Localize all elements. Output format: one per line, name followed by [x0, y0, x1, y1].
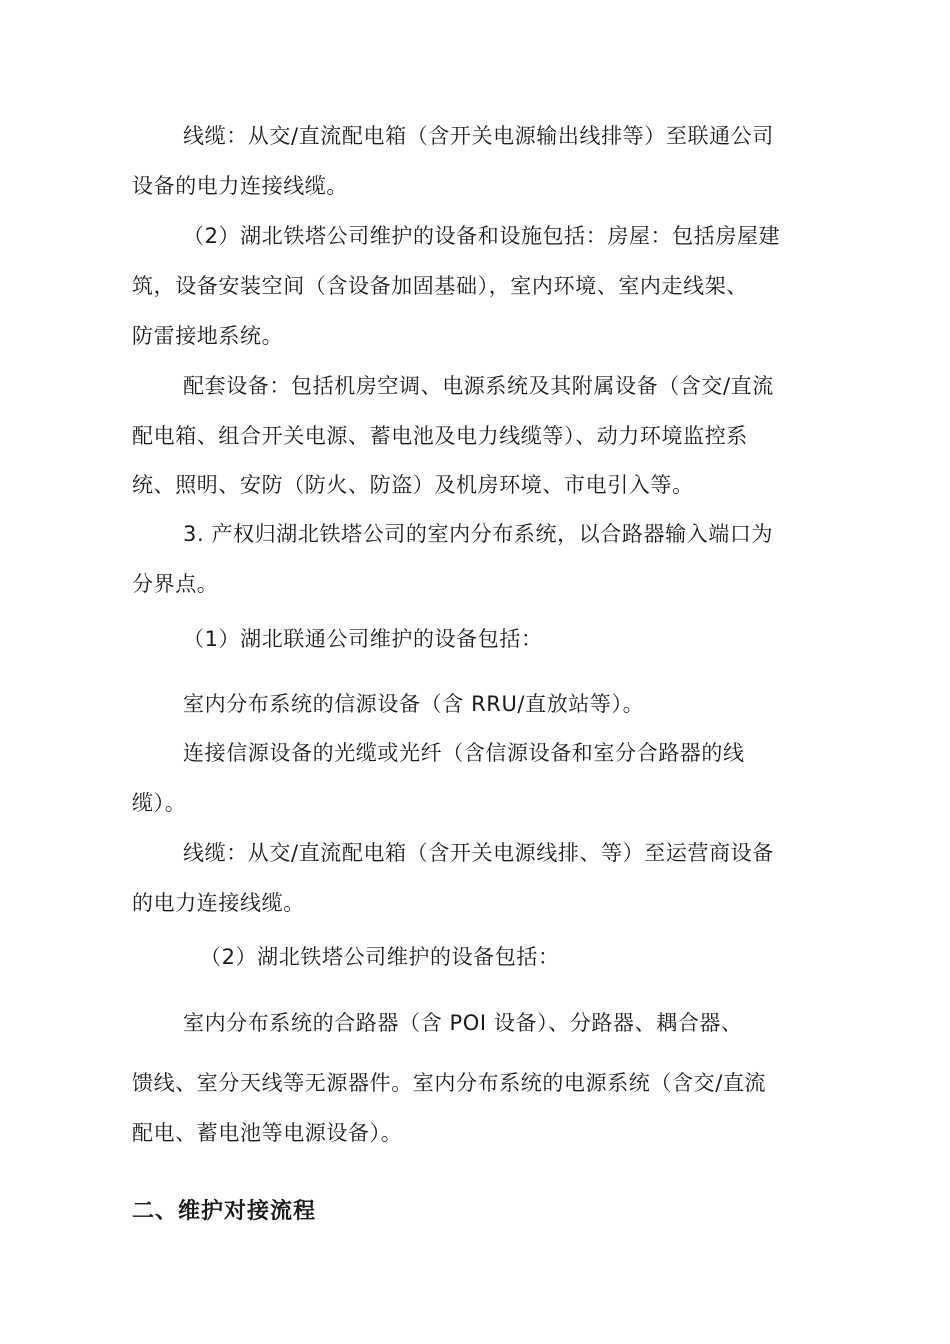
text-line: 筑，设备安装空间（含设备加固基础），室内环境、室内走线架、: [132, 274, 748, 298]
text-line: 设备的电力连接线缆。: [132, 174, 348, 198]
text-line: 连接信源设备的光缆或光纤（含信源设备和室分合路器的线: [183, 741, 745, 765]
text-line: 室内分布系统的合路器（含 POI 设备）、分路器、耦合器、: [183, 1011, 743, 1035]
text-line: 配电、蓄电池等电源设备）。: [132, 1121, 403, 1145]
text-line: 馈线、室分天线等无源器件。室内分布系统的电源系统（含交/直流: [132, 1071, 767, 1095]
text-line: （1）湖北联通公司维护的设备包括：: [183, 627, 543, 651]
text-line: 配电箱、组合开关电源、蓄电池及电力线缆等）、动力环境监控系: [132, 424, 748, 448]
text-line: 的电力连接线缆。: [132, 891, 305, 915]
text-line: 分界点。: [132, 572, 219, 596]
text-line: 3. 产权归湖北铁塔公司的室内分布系统，以合路器输入端口为: [183, 522, 774, 546]
text-line: 线缆：从交/直流配电箱（含开关电源输出线排等）至联通公司: [183, 124, 774, 148]
text-line: 配套设备：包括机房空调、电源系统及其附属设备（含交/直流: [183, 374, 774, 398]
text-line: 防雷接地系统。: [132, 324, 284, 348]
text-line: （2）湖北铁塔公司维护的设备包括：: [200, 945, 560, 969]
text-line: 线缆：从交/直流配电箱（含开关电源线排、等）至运营商设备: [183, 841, 774, 865]
text-line: 统、照明、安防（防火、防盗）及机房环境、市电引入等。: [132, 473, 694, 497]
text-line: 缆）。: [132, 791, 187, 815]
section-heading: 二、维护对接流程: [132, 1199, 317, 1224]
text-line: （2）湖北铁塔公司维护的设备和设施包括：房屋：包括房屋建: [183, 224, 781, 248]
text-line: 室内分布系统的信源设备（含 RRU/直放站等）。: [183, 692, 645, 716]
